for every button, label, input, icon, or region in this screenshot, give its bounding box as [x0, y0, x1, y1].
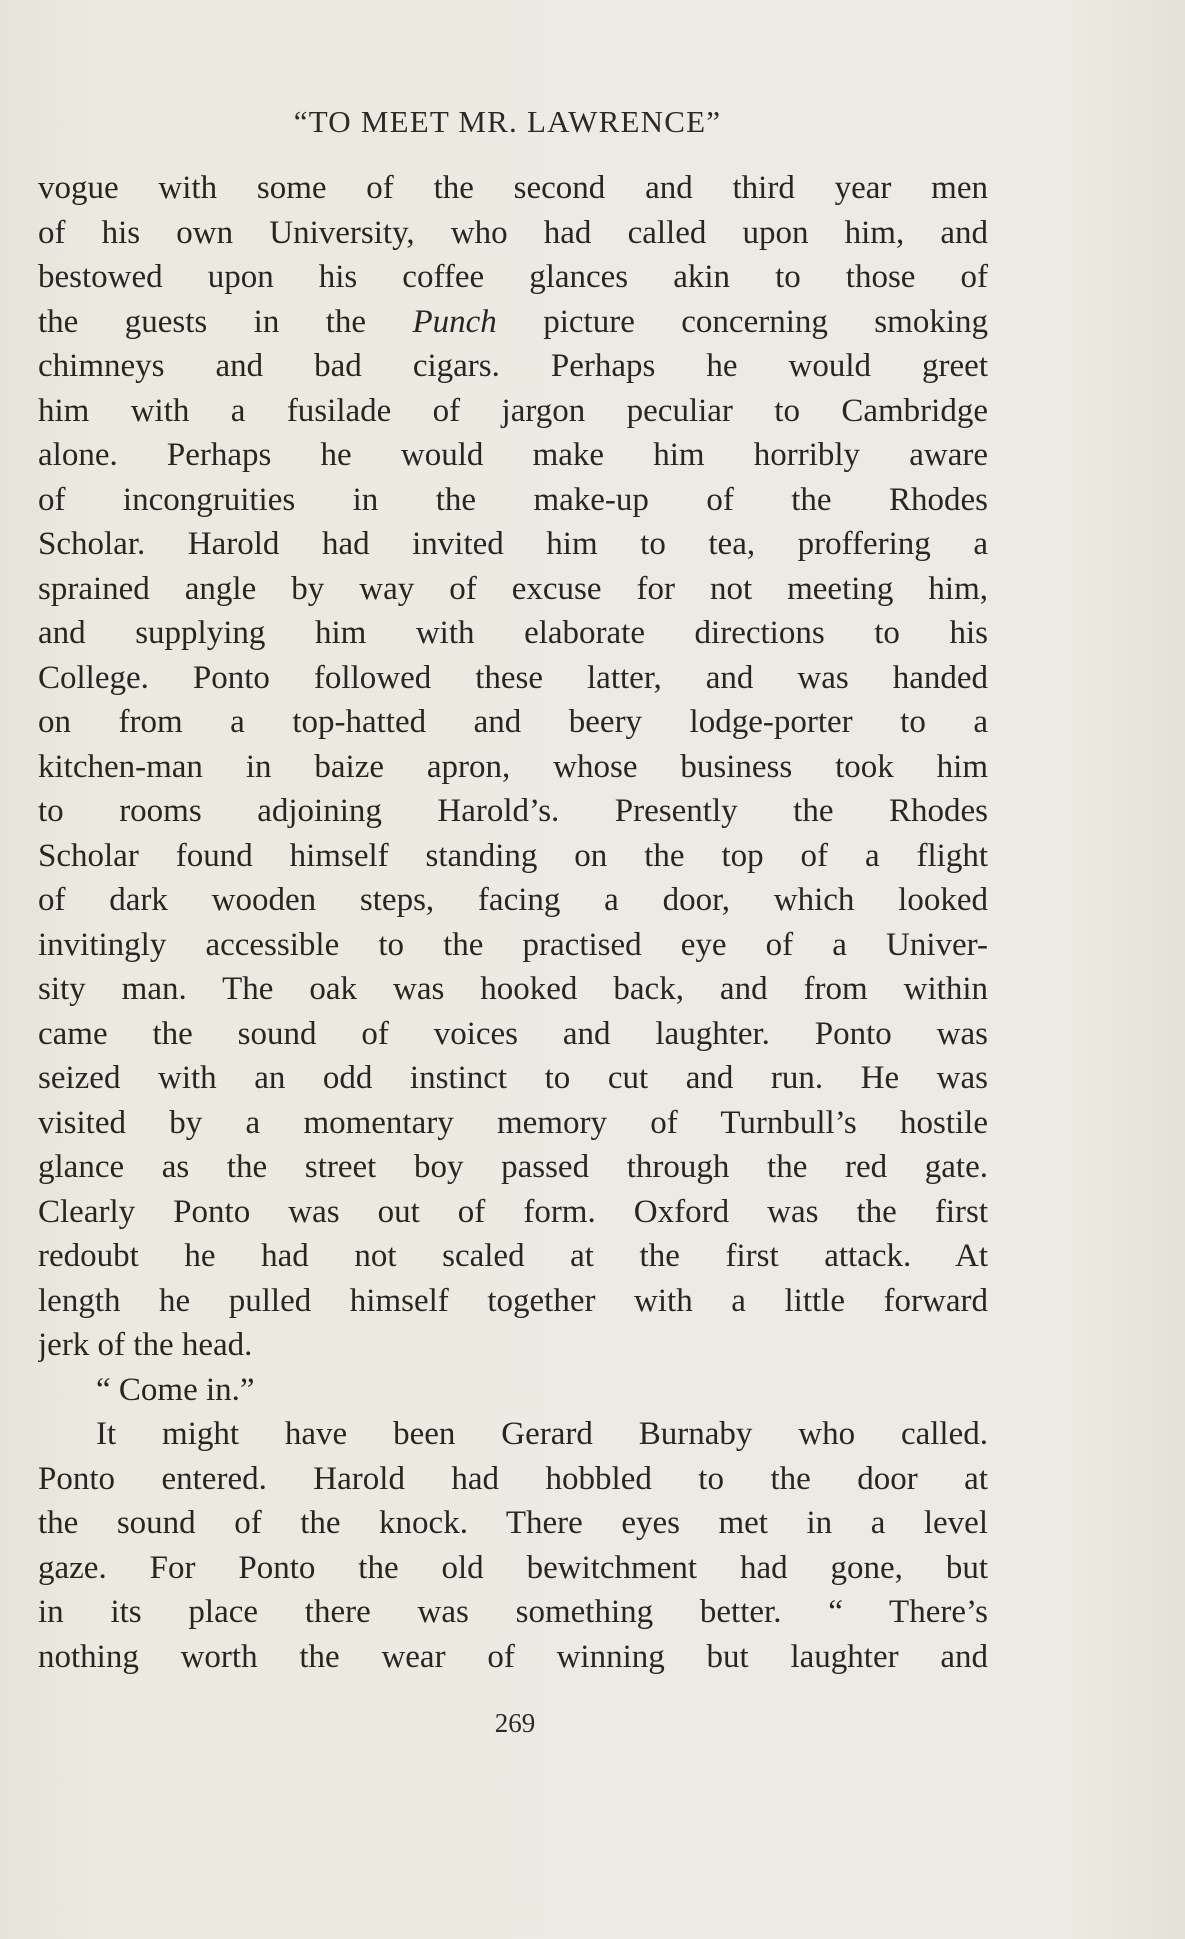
text-line: the sound of the knock. There eyes met in a level — [38, 1505, 988, 1541]
text-line: vogue with some of the second and third year men — [38, 170, 988, 206]
running-head: “TO MEET MR. LAWRENCE” — [293, 104, 722, 139]
text-line: bestowed upon his coffee glances akin to those of — [38, 259, 988, 295]
text-line: him with a fusilade of jargon peculiar to Cambridge — [38, 392, 988, 429]
text-line: of incongruities in the make-up of the Rhodes — [38, 481, 988, 518]
text-line: jerk of the head. — [38, 1327, 253, 1363]
text-line: of his own University, who had called upon him, and — [38, 214, 988, 251]
text-line: to rooms adjoining Harold’s. Presently the Rhodes — [38, 793, 988, 829]
text-line: nothing worth the wear of winning but laughter and — [38, 1638, 988, 1675]
text-line: gaze. For Ponto the old bewitchment had gone, but — [38, 1549, 988, 1586]
body-text — [38, 166, 988, 1679]
text-line: kitchen-man in baize apron, whose business took him — [38, 748, 988, 785]
dialogue-line: “ Come in.” — [96, 1371, 255, 1408]
text-line — [38, 300, 988, 345]
text-line: College. Ponto followed these latter, and was handed — [38, 659, 988, 696]
text-line: visited by a momentary memory of Turnbull’s hostile — [38, 1104, 988, 1141]
text-line: alone. Perhaps he would make him horribly aware — [38, 437, 988, 473]
text-line: Scholar. Harold had invited him to tea, proffering a — [38, 526, 988, 562]
text-line: and supplying him with elaborate directions to his — [38, 615, 988, 651]
text-line: redoubt he had not scaled at the first attack. At — [38, 1238, 988, 1274]
text-line: Ponto entered. Harold had hobbled to the door at — [38, 1460, 988, 1497]
text-line: of dark wooden steps, facing a door, which looked — [38, 882, 988, 918]
text-line: sity man. The oak was hooked back, and from within — [38, 971, 988, 1007]
text-line: length he pulled himself together with a little forward — [38, 1282, 988, 1319]
text-line: It might have been Gerard Burnaby who called. — [96, 1416, 988, 1452]
text-line: on from a top-hatted and beery lodge-porter to a — [38, 704, 988, 740]
text-line: seized with an odd instinct to cut and run. He was — [38, 1060, 988, 1096]
text-line: Scholar found himself standing on the top of a flight — [38, 837, 988, 874]
text-line: in its place there was something better. “ There’s — [38, 1594, 988, 1630]
text-span: the guests in the — [38, 303, 413, 340]
text-span: picture concerning smoking — [496, 303, 988, 340]
text-line: Clearly Ponto was out of form. Oxford was the first — [38, 1193, 988, 1230]
text-line: sprained angle by way of excuse for not meeting him, — [38, 570, 988, 607]
text-line: glance as the street boy passed through the red gate. — [38, 1149, 988, 1185]
text-line: came the sound of voices and laughter. Ponto was — [38, 1015, 988, 1052]
text-line: invitingly accessible to the practised eye of a Univer- — [38, 926, 988, 963]
punch-italic: Punch — [412, 303, 497, 340]
page-number: 269 — [494, 1708, 536, 1738]
text-line: chimneys and bad cigars. Perhaps he would greet — [38, 348, 988, 384]
